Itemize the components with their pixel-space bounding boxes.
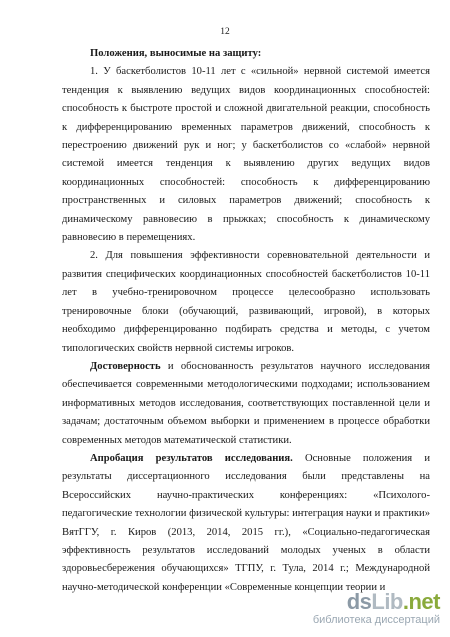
- paragraph-reliability: [62, 358, 430, 450]
- watermark: [310, 590, 440, 627]
- reliability-text: и обоснованность результатов научного исследования обеспечивается современными методологическими подходами; использованием информативных методов исследования, соответствующих поставленной цели и задачам; достаточным объемом выборки и применением в процессе обработки современных методов математической статистики.: [62, 360, 430, 446]
- approbation-lead: Апробация результатов исследования.: [90, 452, 293, 464]
- watermark-logo: dsLib.net: [346, 589, 440, 614]
- approbation-text: Основные положения и результаты диссертационного исследования были представлены на Всероссийских научно-практических конференциях: «Психолого-педагогические технологии физической культуры: интеграция науки и практики» ВятГГУ, г. Киров (2013, 2014, 2015 гг.), «Социально-педагогическая эффективность результатов исследований молодых ученых в области здоровьесбережения обучающихся» ТГПУ, г. Тула, 2014 г.; Международной научно-методической конференции «Современные концепции теории и: [62, 452, 430, 593]
- page-number: 12: [220, 27, 230, 37]
- paragraph-approbation: [62, 450, 430, 597]
- reliability-lead: Достоверность: [90, 360, 161, 372]
- paragraph-thesis-2: 2. Для повышения эффективности соревновательной деятельности и развития специфических координационных способностей баскетболистов 10-11 лет в учебно-тренировочном процессе целесообразно использовать тренировочные блоки (обучающий, развивающий, игровой), в которых необходимо дифференцированно подбирать средства и методы, с учетом типологических свойств нервной системы игроков.: [62, 250, 430, 354]
- watermark-subtitle: библиотека диссертаций: [312, 614, 440, 626]
- document-body: [62, 45, 430, 597]
- paragraph-thesis-1: 1. У баскетболистов 10-11 лет с «сильной» нервной системой имеется тенденция к выявлению ведущих видов координационных способностей: способность к быстроте простой и сложной двигательной реакции, способность к дифференцированию временных параметров движений, способность к перестроению движений рук и ног; у баскетболистов со «слабой» нервной системой имеется тенденция к выявлению других ведущих видов координационных способностей: способность к дифференцированию пространственных и силовых параметров движений; способность к динамическому равновесию в прыжках; способность к динамическому равновесию в перемещениях.: [62, 66, 430, 244]
- section-heading: Положения, выносимые на защиту:: [90, 48, 262, 59]
